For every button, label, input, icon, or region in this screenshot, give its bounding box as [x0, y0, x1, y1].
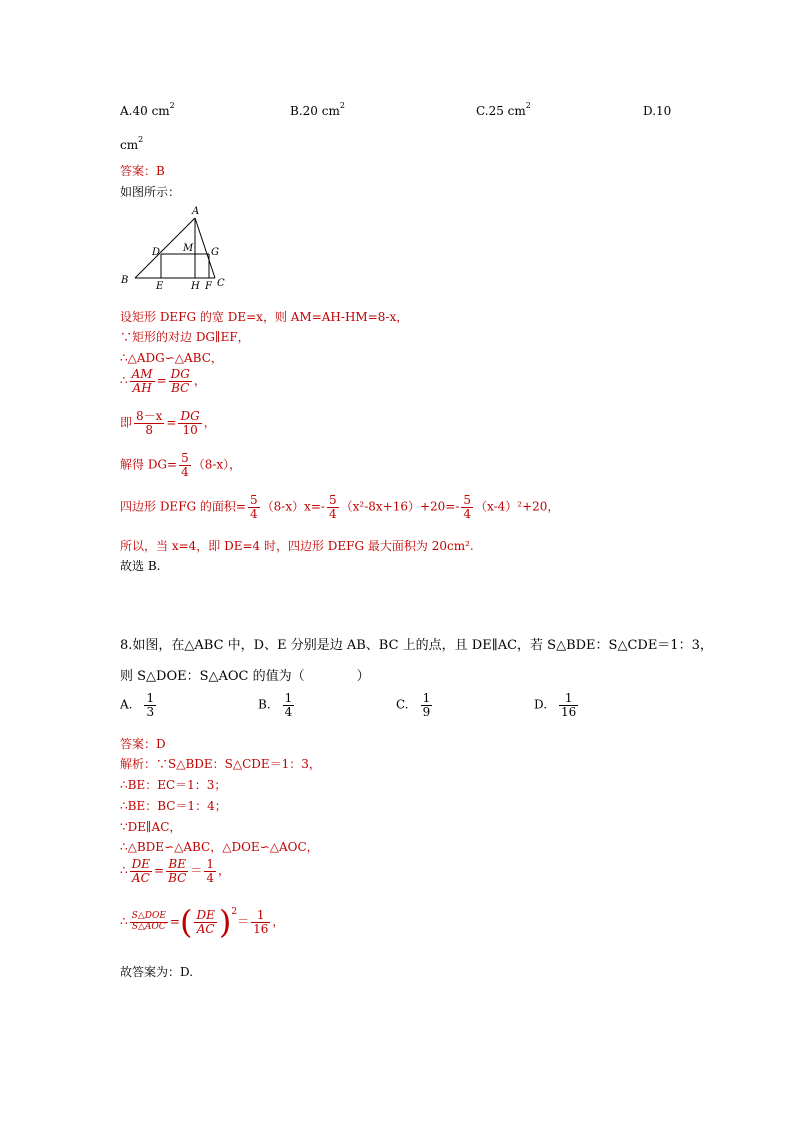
option-d-unit: $cm^2$ — [120, 135, 144, 152]
sol8-line1: 解析：∵S△BDE：S△CDE＝1：3， — [120, 757, 321, 771]
sol8-line6: ∴ $\frac{DE}{AC}$ = $\frac{BE}{BC}$ ＝ $\frac{1}{4}$ ， — [120, 857, 230, 885]
sol8-line7: ∴ $\frac{\text{S△DOE}}{\text{S△AOC}}$ =( $\frac{DE}{AC}$ )$^2$＝ $\frac{1}{16}$ ， — [120, 903, 285, 941]
option-c: C.25 $cm^2$ — [476, 101, 531, 118]
label-m: M — [183, 243, 194, 254]
triangle-figure — [115, 202, 235, 294]
label-h: H — [191, 281, 200, 292]
answer-q7: 答案：B — [120, 164, 165, 178]
sol7-line5: 即 $\frac{8-x}{8}$ = $\frac{DG}{10}$ ， — [120, 409, 216, 437]
option-b: B.20 $cm^2$ — [290, 101, 345, 118]
option-a: A.40 $cm^2$ — [120, 101, 175, 118]
sol8-line2: ∴BE：EC＝1：3； — [120, 778, 227, 792]
sol7-line8: 所以，当 x=4，即 DE=4 时，四边形 DEFG 最大面积为 20cm². — [120, 539, 474, 553]
q8-option-a: A. $\frac{1}{3}$ — [120, 691, 155, 719]
sol8-line3: ∴BE：BC＝1：4； — [120, 799, 227, 813]
sol8-line5: ∴△BDE∽△ABC，△DOE∽△AOC， — [120, 840, 319, 854]
label-f: F — [205, 281, 212, 292]
sol8-conclusion: 故答案为：D. — [120, 965, 194, 979]
q8-stem-line2: 则 S△DOE：S△AOC 的值为（ ） — [120, 669, 370, 684]
label-e: E — [156, 281, 164, 292]
q8-option-d: D. $\frac{1}{16}$ — [534, 691, 577, 719]
sol8-line4: ∵DE∥AC， — [120, 820, 182, 834]
answer-q8: 答案：D — [120, 737, 166, 751]
sol7-line2: ∵矩形的对边 DG∥EF， — [120, 330, 250, 344]
label-b: B — [121, 275, 129, 286]
q8-option-c: C. $\frac{1}{9}$ — [396, 691, 431, 719]
sol7-line1: 设矩形 DEFG 的宽 DE=x，则 AM=AH-HM=8-x， — [120, 310, 409, 324]
option-d: D.10 — [643, 104, 672, 118]
label-g: G — [211, 247, 219, 258]
label-c: C — [217, 278, 225, 289]
q8-option-b: B. $\frac{1}{4}$ — [258, 691, 293, 719]
q8-stem-line1: 8.如图，在△ABC 中，D、E 分别是边 AB、BC 上的点，且 DE∥AC，若 S△BDE：S△CDE＝1：3， — [120, 638, 713, 653]
figure-intro: 如图所示： — [120, 185, 181, 199]
sol7-line6: 解得 DG= $\frac{5}{4}$ （8-x）， — [120, 451, 242, 479]
sol7-conclusion: 故选 B. — [120, 559, 161, 573]
sol7-line7: 四边形 DEFG 的面积= $\frac{5}{4}$ （8-x）x=- $\frac{5}{4}$ （x²-8x+16）+20=- $\frac{5}{4}$ （x-4）²+20， — [120, 493, 560, 521]
sol7-line4: ∴ $\frac{AM}{AH}$ = $\frac{DG}{BC}$ ， — [120, 367, 206, 395]
label-d: D — [152, 247, 161, 258]
sol7-line3: ∴△ADG∽△ABC， — [120, 351, 223, 365]
label-a: A — [192, 206, 200, 217]
